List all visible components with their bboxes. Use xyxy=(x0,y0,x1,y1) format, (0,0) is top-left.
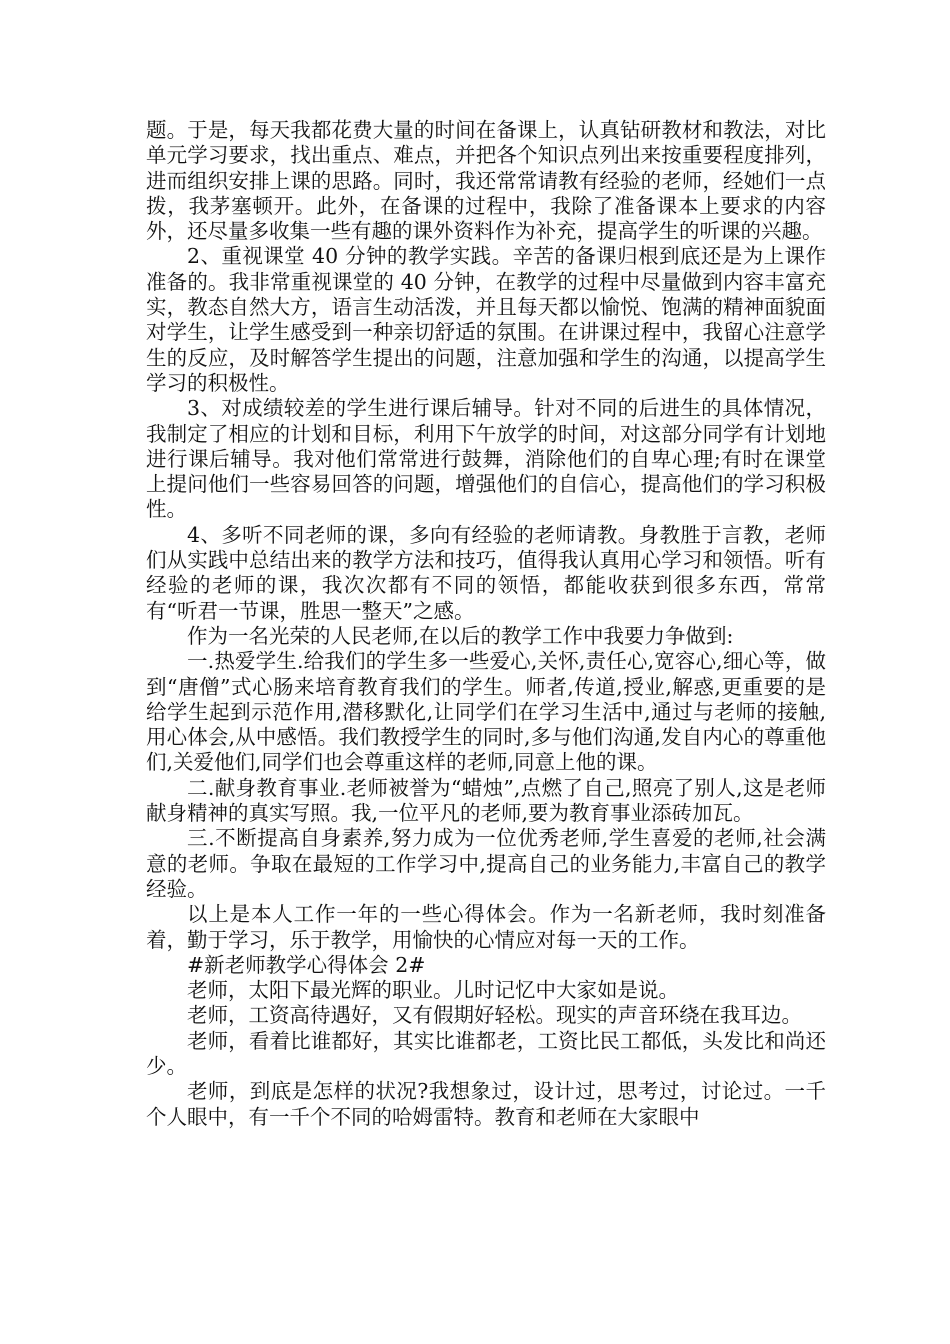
paragraph: 一.热爱学生.给我们的学生多一些爱心,关怀,责任心,宽容心,细心等，做到“唐僧”式心肠来培育教育我们的学生。师者,传道,授业,解惑,更重要的是给学生起到示范作用,潜移默化,让同学们在学习生活中,通过与老师的接触,用心体会,从中感悟。我们教授学生的同时,多与他们沟通,发自内心的尊重他们,关爱他们,同学们也会尊重这样的老师,同意上他的课。 xyxy=(146,649,826,775)
paragraph: 三.不断提高自身素养,努力成为一位优秀老师,学生喜爱的老师,社会满意的老师。争取在最短的工作学习中,提高自己的业务能力,丰富自己的教学经验。 xyxy=(146,826,826,901)
paragraph: 4、多听不同老师的课，多向有经验的老师请教。身教胜于言教，老师们从实践中总结出来的教学方法和技巧，值得我认真用心学习和领悟。听有经验的老师的课，我次次都有不同的领悟，都能收获到很多东西，常常有“听君一节课，胜思一整天”之感。 xyxy=(146,522,826,623)
paragraph: 以上是本人工作一年的一些心得体会。作为一名新老师，我时刻准备着，勤于学习，乐于教学，用愉快的心情应对每一天的工作。 xyxy=(146,902,826,952)
paragraph: 二.献身教育事业.老师被誉为“蜡烛”,点燃了自己,照亮了别人,这是老师献身精神的真实写照。我,一位平凡的老师,要为教育事业添砖加瓦。 xyxy=(146,775,826,826)
paragraph: 老师，太阳下最光辉的职业。儿时记忆中大家如是说。 xyxy=(187,978,679,1003)
paragraph: 3、对成绩较差的学生进行课后辅导。针对不同的后进生的具体情况，我制定了相应的计划和目标，利用下午放学的时间，对这部分同学有计划地进行课后辅导。我对他们常常进行鼓舞，消除他们的自卑心理;有时在课堂上提问他们一些容易回答的问题，增强他们的自信心，提高他们的学习积极性。 xyxy=(146,396,826,522)
paragraph: 老师，看着比谁都好，其实比谁都老，工资比民工都低，头发比和尚还少。 xyxy=(146,1028,826,1078)
paragraph: 老师，工资高待遇好，又有假期好轻松。现实的声音环绕在我耳边。 xyxy=(187,1003,802,1028)
paragraph: 老师，到底是怎样的状况?我想象过，设计过，思考过，讨论过。一千个人眼中，有一千个不同的哈姆雷特。教育和老师在大家眼中 xyxy=(146,1079,826,1129)
section-heading: #新老师教学心得体会 2# xyxy=(187,952,426,977)
paragraph: 题。于是，每天我都花费大量的时间在备课上，认真钻研教材和教法，对比单元学习要求，找出重点、难点，并把各个知识点列出来按重要程度排列，进而组织安排上课的思路。同时，我还常常请教有经验的老师，经她们一点拨，我茅塞顿开。此外，在备课的过程中，我除了准备课本上要求的内容外，还尽量多收集一些有趣的课外资料作为补充，提高学生的听课的兴趣。 xyxy=(146,118,826,244)
paragraph: 2、重视课堂 40 分钟的教学实践。辛苦的备课归根到底还是为上课作准备的。我非常重视课堂的 40 分钟，在教学的过程中尽量做到内容丰富充实，教态自然大方，语言生动活泼，并且每天都以愉悦、饱满的精神面貌面对学生，让学生感受到一种亲切舒适的氛围。在讲课过程中，我留心注意学生的反应，及时解答学生提出的问题，注意加强和学生的沟通，以提高学生学习的积极性。 xyxy=(146,244,826,395)
paragraph: 作为一名光荣的人民老师,在以后的教学工作中我要力争做到: xyxy=(187,623,734,648)
document-body xyxy=(146,118,826,1130)
